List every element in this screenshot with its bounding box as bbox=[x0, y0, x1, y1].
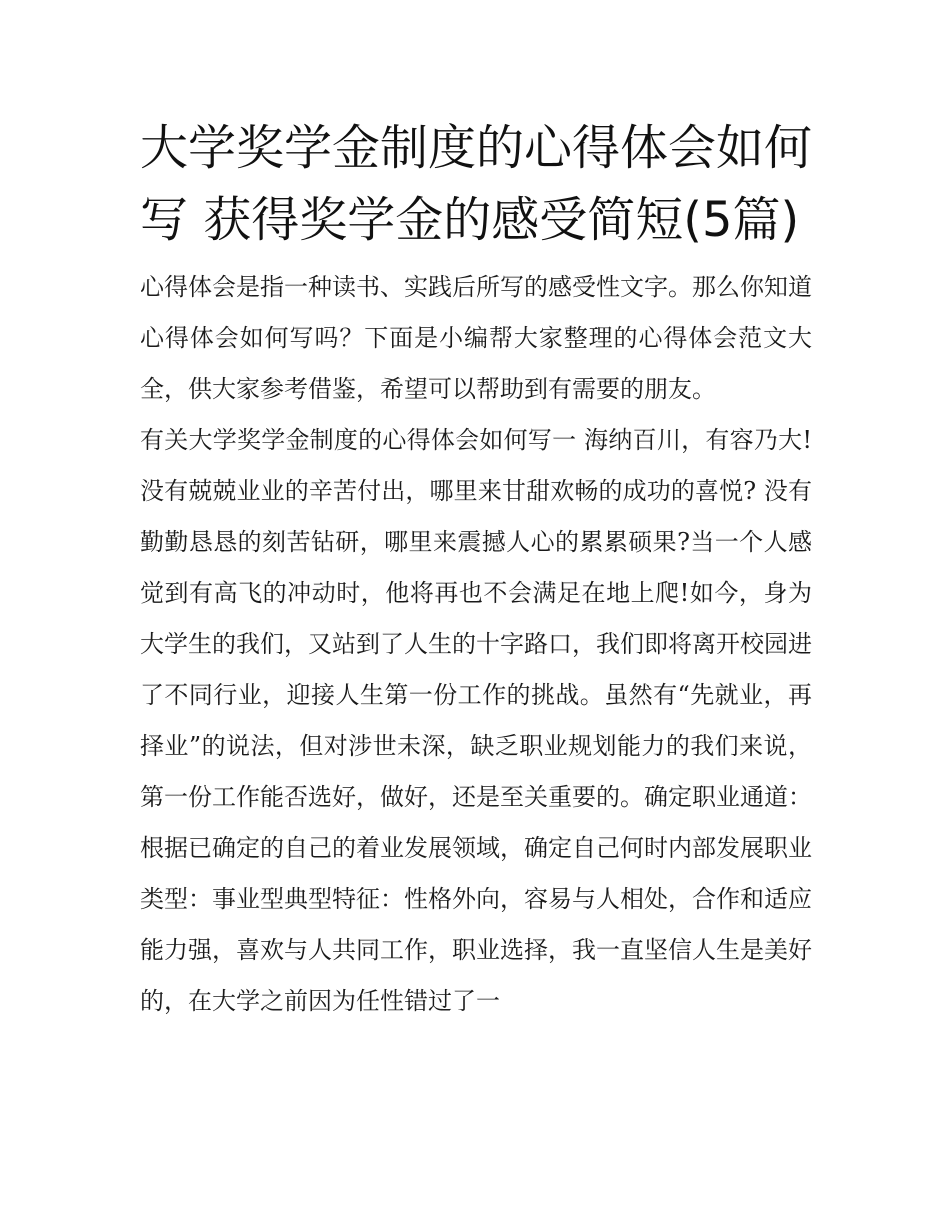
intro-paragraph: 心得体会是指一种读书、实践后所写的感受性文字。那么你知道心得体会如何写吗？下面是小编帮大家整理的心得体会范文大全，供大家参考借鉴，希望可以帮助到有需要的朋友。 bbox=[140, 273, 812, 403]
document-content bbox=[140, 112, 812, 1027]
document-title: 大学奖学金制度的心得体会如何写 获得奖学金的感受简短(5篇) bbox=[140, 120, 813, 248]
body-paragraph: 有关大学奖学金制度的心得体会如何写一 海纳百川，有容乃大! 没有兢兢业业的辛苦付出，哪里来甘甜欢畅的成功的喜悦? 没有勤勤恳恳的刻苦钻研，哪里来震撼人心的累累硕果?当一个人感觉到有高飞的冲动时，他将再也不会满足在地上爬!如今，身为大学生的我们，又站到了人生的十字路口，我们即将离开校园进了不同行业，迎接人生第一份工作的挑战。虽然有“先就业，再择业”的说法，但对涉世未深，缺乏职业规划能力的我们来说，第一份工作能否选好，做好，还是至关重要的。确定职业通道：根据已确定的自己的着业发展领域，确定自己何时内部发展职业类型：事业型典型特征：性格外向，容易与人相处，合作和适应能力强，喜欢与人共同工作，职业选择，我一直坚信人生是美好的，在大学之前因为任性错过了一 bbox=[140, 426, 812, 1015]
